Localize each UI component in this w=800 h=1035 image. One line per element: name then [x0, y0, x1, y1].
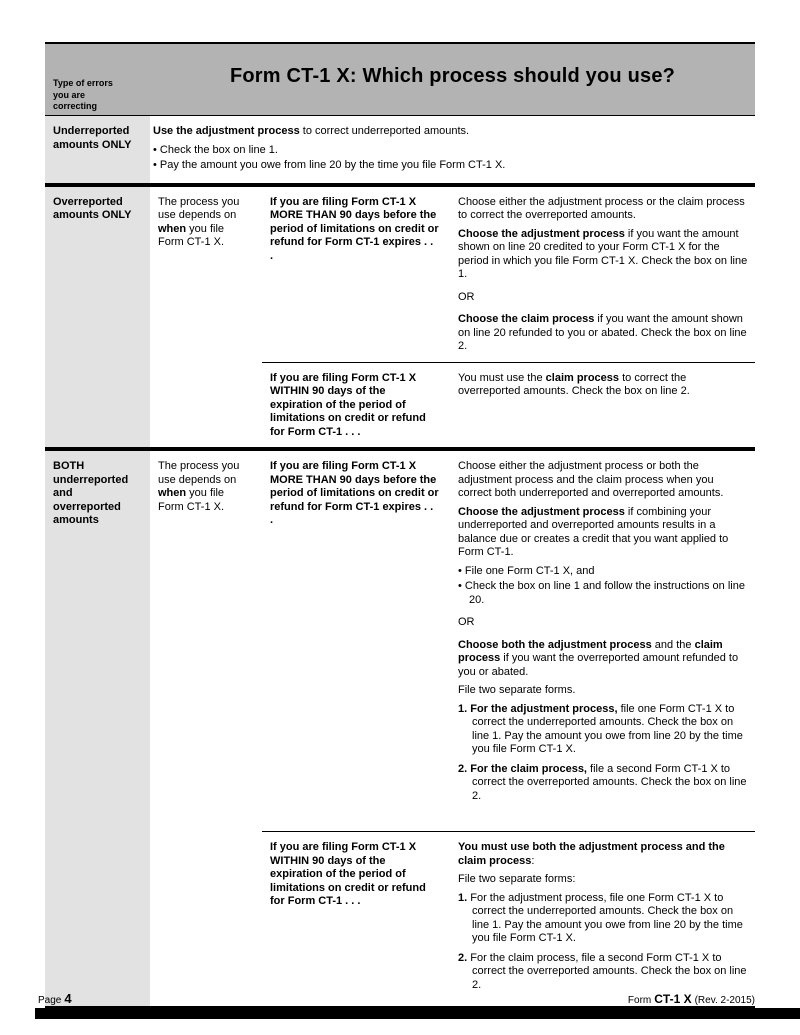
- bold-text: 2.: [458, 951, 471, 964]
- text: if you want the overreported amount refunded to you or abated.: [458, 652, 739, 678]
- overreported-subrows: [262, 187, 755, 448]
- subrow-both-more-than-90: [262, 451, 755, 831]
- text: file a second Form CT-1 X to correct the overreported amounts. Check the box on line 2.: [472, 762, 747, 802]
- bold-text: If you are filing Form CT-1 X MORE THAN 90 days before the period of limitations on credit or refund for Form CT-1 expires . . .: [270, 460, 439, 526]
- footer-page-label: Page: [38, 995, 62, 1006]
- text-block: [458, 616, 749, 630]
- text: Choose either the adjustment process or the claim process to correct the overreported amounts.: [458, 195, 745, 221]
- condition-both-within-90: [262, 832, 455, 1006]
- underreported-instructions: [150, 116, 755, 183]
- subrow-both-within-90: [262, 831, 755, 1006]
- row-both: [45, 451, 755, 1006]
- text-block: [270, 196, 439, 264]
- text: file one Form CT-1 X to correct the underreported amounts. Check the box on line 1. Pay the amount you owe from line 20 by the time you file Form CT-1 X.: [472, 702, 743, 755]
- text-block: [270, 841, 439, 909]
- process-table: [45, 42, 755, 1010]
- text-block: [458, 639, 749, 680]
- text-block: [458, 703, 749, 757]
- bold-text: Choose the claim process: [458, 313, 595, 325]
- text-block: [158, 460, 246, 514]
- text: File two separate forms:: [458, 873, 576, 885]
- bold-text: Use the adjustment process: [153, 125, 300, 137]
- text: to correct underreported amounts.: [299, 125, 470, 137]
- bold-text: when: [158, 222, 187, 235]
- footer-form: [628, 992, 755, 1006]
- text: For the claim process, file a second Form CT-1 X to correct the overreported amounts. Check the box on line 2.: [470, 951, 747, 991]
- text: OR: [458, 290, 475, 303]
- text-block: [458, 684, 749, 698]
- footer-page: [38, 991, 72, 1006]
- row-label-overreported: Overreported amounts ONLY: [45, 187, 150, 448]
- subrow-overreported-more-than-90: [262, 187, 755, 362]
- text: if combining your underreported and overreported amounts results in a balance due or creates a credit that you want applied to Form CT-1.: [458, 505, 729, 558]
- row-label-underreported: Underreported amounts ONLY: [45, 116, 150, 183]
- bold-text: 1. For the adjustment process,: [458, 702, 618, 715]
- text: :: [531, 854, 535, 867]
- text-block: [458, 228, 749, 282]
- text: You must use the: [458, 371, 546, 384]
- text-block: [458, 372, 749, 399]
- text: • Check the box on line 1.: [153, 143, 278, 156]
- text: • File one Form CT-1 X, and: [458, 564, 595, 577]
- bold-text: If you are filing Form CT-1 X WITHIN 90 days of the expiration of the period of limitations on credit or refund for Form CT-1 . . .: [270, 841, 426, 907]
- bold-text: Choose both the adjustment process: [458, 638, 652, 651]
- bottom-rule: [35, 1008, 800, 1019]
- result-more-than-90: [455, 187, 755, 362]
- bold-text: claim process: [458, 638, 723, 664]
- bold-text: Choose the adjustment process: [458, 227, 625, 240]
- text-block: [458, 892, 749, 946]
- result-both-more-than-90: [455, 451, 755, 831]
- text: The process you use depends on: [158, 460, 240, 486]
- bold-text: claim process: [545, 371, 620, 384]
- text-block: [153, 125, 749, 139]
- row-overreported: [45, 187, 755, 448]
- text: and the: [651, 638, 695, 651]
- text-block: [458, 763, 749, 804]
- text-block: [153, 159, 749, 173]
- text: you file Form CT-1 X.: [158, 487, 225, 513]
- text: Choose either the adjustment process or both the adjustment process and the claim process when you correct both underreported and overreported amounts.: [458, 460, 724, 499]
- text: For the adjustment process, file one Form CT-1 X to correct the underreported amounts. Check the box on line 1. Pay the amount you owe from line 20 by the time you file Form CT-1 X.: [470, 891, 743, 944]
- text: to correct the overreported amounts. Check the box on line 2.: [458, 371, 690, 397]
- overreported-when-note: [150, 187, 262, 448]
- bold-text: 1.: [458, 891, 471, 904]
- text: • Check the box on line 1 and follow the instructions on line 20.: [458, 580, 745, 606]
- text-block: [458, 841, 749, 868]
- bold-text: If you are filing Form CT-1 X WITHIN 90 days of the expiration of the period of limitations on credit or refund for Form CT-1 . . .: [270, 371, 426, 438]
- both-when-note: [150, 451, 262, 1006]
- condition-more-than-90: [262, 187, 455, 362]
- text: The process you use depends on: [158, 195, 240, 221]
- condition-within-90: [262, 363, 455, 448]
- footer-revision: (Rev. 2-2015): [694, 995, 755, 1006]
- bold-text: Choose the adjustment process: [458, 505, 625, 518]
- both-subrows: [262, 451, 755, 1006]
- page-title: Form CT-1 X: Which process should you use?: [229, 64, 676, 87]
- corner-label: Type of errors you are correcting: [53, 78, 113, 112]
- row-label-both: BOTH underreported and overreported amounts: [45, 451, 150, 1006]
- text: • Pay the amount you owe from line 20 by the time you file Form CT-1 X.: [153, 159, 506, 171]
- text: if you want the amount shown on line 20 credited to your Form CT-1 X for the period in which you file Form CT-1 X. Check the box on line 1.: [458, 227, 748, 280]
- text-block: [458, 565, 749, 579]
- text-block: [458, 313, 749, 354]
- footer-form-label: Form: [627, 995, 652, 1006]
- bold-text: 2. For the claim process,: [458, 762, 587, 775]
- text-block: [458, 506, 749, 560]
- footer-page-number: 4: [64, 991, 72, 1006]
- text: if you want the amount shown on line 20 refunded to you or abated. Check the box on line 2.: [458, 313, 747, 352]
- result-both-within-90: [455, 832, 755, 1006]
- text-block: [458, 196, 749, 223]
- bold-text: when: [158, 487, 187, 499]
- table-header: [45, 42, 755, 116]
- text-block: [458, 873, 749, 887]
- text-block: [458, 460, 749, 501]
- page-footer: [38, 991, 755, 1006]
- text-block: [270, 460, 439, 528]
- text-block: [153, 144, 749, 158]
- bold-text: If you are filing Form CT-1 X MORE THAN 90 days before the period of limitations on credit or refund for Form CT-1 expires . . .: [270, 195, 439, 262]
- row-underreported: [45, 116, 755, 183]
- bold-text: You must use both the adjustment process and the claim process: [458, 841, 725, 867]
- text: you file Form CT-1 X.: [158, 222, 225, 248]
- text-block: [458, 580, 749, 607]
- text-block: [458, 291, 749, 305]
- result-within-90: [455, 363, 755, 448]
- subrow-overreported-within-90: [262, 362, 755, 448]
- text-block: [458, 952, 749, 993]
- text-block: [158, 196, 246, 250]
- condition-both-more-than-90: [262, 451, 455, 831]
- footer-form-name: CT-1 X: [654, 992, 692, 1006]
- text: File two separate forms.: [458, 684, 576, 696]
- text-block: [270, 372, 439, 440]
- text: OR: [458, 616, 475, 628]
